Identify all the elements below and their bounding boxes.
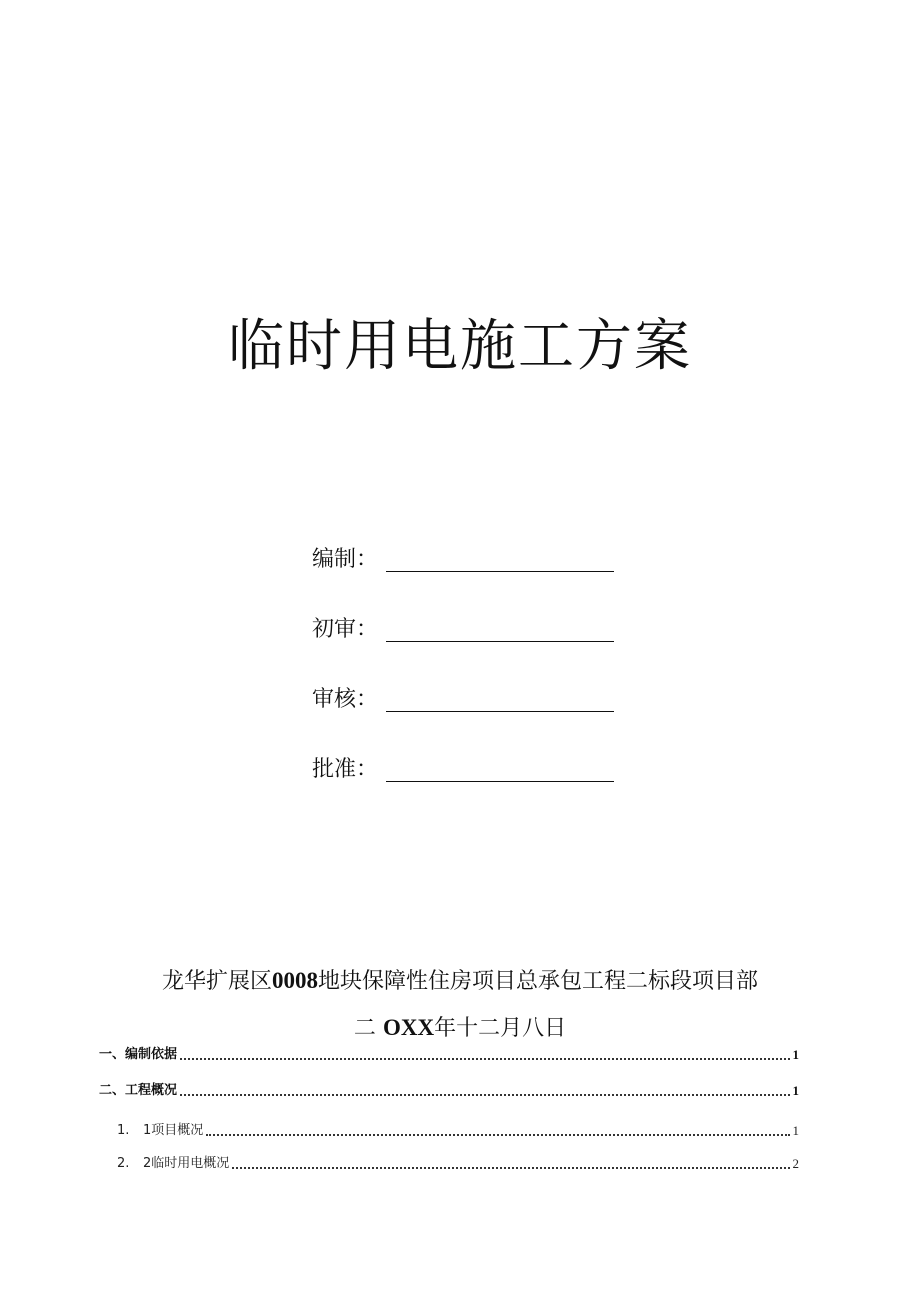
organization-suffix: 地块保障性住房项目总承包工程二标段项目部: [318, 969, 759, 994]
toc-entry-label: 1项目概况: [143, 1123, 204, 1138]
toc-entry-page: 1: [792, 1123, 799, 1138]
toc-entry-page: 1: [792, 1083, 799, 1098]
toc-entry[interactable]: [117, 1154, 799, 1172]
signature-line-approval: [386, 761, 614, 782]
organization-prefix: 龙华扩展区: [161, 969, 272, 994]
date-suffix: 年十二月八日: [434, 1016, 567, 1041]
toc-entry-index: 1.: [117, 1123, 130, 1138]
toc-leader-dots: [232, 1166, 789, 1169]
toc-entry[interactable]: [99, 1045, 799, 1063]
signature-row-preliminary-review: [312, 610, 632, 644]
toc-entry-label: 二、工程概况: [99, 1083, 178, 1098]
toc-entry-index: 2.: [117, 1156, 130, 1171]
toc-entry-page: 1: [792, 1047, 799, 1062]
signature-line-compiler: [386, 551, 614, 572]
toc-leader-dots: [180, 1057, 789, 1060]
signature-label-review: 审核：: [312, 687, 379, 712]
toc-entry-page: 2: [792, 1156, 799, 1171]
signature-label-approval: 批准：: [312, 757, 379, 782]
date-prefix: 二: [353, 1016, 376, 1041]
signature-line-preliminary-review: [386, 621, 614, 642]
signature-row-review: [312, 680, 632, 714]
signature-label-compiler: 编制：: [312, 547, 379, 572]
signature-line-review: [386, 691, 614, 712]
toc-entry-label: 一、编制依据: [99, 1047, 178, 1062]
toc-entry-label-wrap: [117, 1156, 229, 1172]
organization-name: [0, 963, 920, 1000]
toc-entry-label-wrap: [117, 1123, 203, 1139]
organization-number: 0008: [272, 968, 318, 993]
document-date: [0, 1010, 920, 1047]
toc-leader-dots: [206, 1133, 789, 1136]
signature-label-preliminary-review: 初审：: [312, 617, 379, 642]
toc-entry[interactable]: [99, 1081, 799, 1099]
document-title: 临时用电施工方案: [228, 314, 692, 379]
date-year-code: OXX: [382, 1015, 435, 1040]
signature-row-compiler: [312, 540, 632, 574]
toc-entry[interactable]: [117, 1121, 799, 1139]
signature-row-approval: [312, 750, 632, 784]
toc-entry-label: 2临时用电概况: [143, 1156, 230, 1171]
toc-leader-dots: [180, 1093, 789, 1096]
